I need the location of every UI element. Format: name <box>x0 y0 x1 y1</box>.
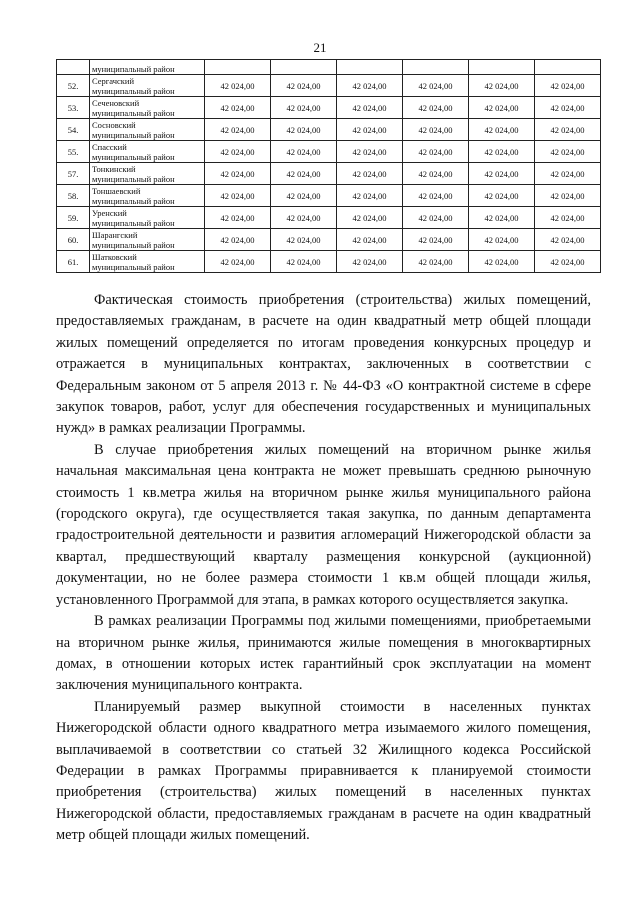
district-name-line: Сосновский <box>92 119 136 130</box>
value-cell: 42 024,00 <box>205 75 271 97</box>
value-cell: 42 024,00 <box>403 75 469 97</box>
paragraph: В случае приобретения жилых помещений на вторичном рынке жилья начальная максимальная цена контракта не может превышать среднюю рыночную стоимость 1 кв.метра жилья на вторичном рынке жилья муниципального района (городского округа), где осуществляется такая закупка, по данным департамента градостроительной деятельности и развития агломераций Нижегородской области за квартал, предшествующий кварталу размещения конкурсной (аукционной) документации, но не более размера стоимости 1 кв.м общей площади жилья, установленного Программой для этапа, в рамках которого осуществляется закупка. <box>56 441 591 608</box>
value-cell: 42 024,00 <box>469 141 535 163</box>
district-type-line: муниципальный район <box>92 85 175 96</box>
value-cell: 42 024,00 <box>271 141 337 163</box>
value-cell: 42 024,00 <box>205 97 271 119</box>
value-cell: 42 024,00 <box>535 119 601 141</box>
value-cell: 42 024,00 <box>205 185 271 207</box>
table-row <box>57 163 601 185</box>
table-row <box>57 75 601 97</box>
value-cell: 42 024,00 <box>271 185 337 207</box>
district-name-line: Сергачский <box>92 75 134 86</box>
table-row <box>57 229 601 251</box>
row-number-cell: 54. <box>57 119 90 141</box>
row-number-cell: 52. <box>57 75 90 97</box>
district-name-cell <box>90 185 205 207</box>
row-number-cell: 57. <box>57 163 90 185</box>
paragraph: В рамках реализации Программы под жилыми помещениями, приобретаемыми на вторичном рынке жилья, принимаются жилые помещения в многоквартирных домах, в отношении которых истек гарантийный срок эксплуатации на момент заключения муниципального контракта. <box>56 613 591 694</box>
paragraph: Фактическая стоимость приобретения (строительства) жилых помещений, предоставляемых гражданам, в расчете на один квадратный метр общей площади жилых помещений определяется по итогам проведения конкурсных процедур и отражается в муниципальных контрактах, заключенных в соответствии с Федеральным законом от 5 апреля 2013 г. № 44-ФЗ «О контрактной системе в сфере закупок товаров, работ, услуг для обеспечения государственных и муниципальных нужд» в рамках реализации Программы. <box>56 292 591 437</box>
value-cell: 42 024,00 <box>271 207 337 229</box>
value-cell: 42 024,00 <box>337 141 403 163</box>
value-cell: 42 024,00 <box>469 251 535 273</box>
value-cell <box>403 60 469 75</box>
value-cell: 42 024,00 <box>469 97 535 119</box>
value-cell: 42 024,00 <box>403 207 469 229</box>
value-cell: 42 024,00 <box>535 141 601 163</box>
value-cell <box>337 60 403 75</box>
district-name-cell <box>90 141 205 163</box>
value-cell: 42 024,00 <box>403 119 469 141</box>
district-type-line: муниципальный район <box>92 173 175 184</box>
value-cell: 42 024,00 <box>205 229 271 251</box>
value-cell: 42 024,00 <box>337 119 403 141</box>
district-type-line: муниципальный район <box>92 217 175 228</box>
value-cell: 42 024,00 <box>337 163 403 185</box>
value-cell: 42 024,00 <box>205 207 271 229</box>
value-cell <box>205 60 271 75</box>
row-number-cell: 59. <box>57 207 90 229</box>
value-cell: 42 024,00 <box>403 141 469 163</box>
value-cell: 42 024,00 <box>271 229 337 251</box>
cost-table-container <box>56 59 585 273</box>
value-cell: 42 024,00 <box>535 251 601 273</box>
value-cell: 42 024,00 <box>535 75 601 97</box>
district-type-line: муниципальный район <box>92 129 175 140</box>
district-name-line: Шатковский <box>92 251 137 262</box>
table-row <box>57 185 601 207</box>
value-cell <box>469 60 535 75</box>
value-cell: 42 024,00 <box>205 251 271 273</box>
value-cell: 42 024,00 <box>205 163 271 185</box>
district-name-cell <box>90 163 205 185</box>
district-name-line: Уренский <box>92 207 127 218</box>
body-text <box>56 290 591 847</box>
district-name-cell: муниципальный район <box>90 60 205 75</box>
value-cell: 42 024,00 <box>469 207 535 229</box>
value-cell: 42 024,00 <box>337 207 403 229</box>
value-cell: 42 024,00 <box>469 229 535 251</box>
value-cell: 42 024,00 <box>535 163 601 185</box>
value-cell: 42 024,00 <box>337 97 403 119</box>
paragraph: Планируемый размер выкупной стоимости в населенных пунктах Нижегородской области одного квадратного метра изымаемого жилого помещения, выплачиваемой в соответствии со статьей 32 Жилищного кодекса Российской Федерации в рамках Программы приравнивается к планируемой стоимости приобретения (строительства) жилых помещений в населенных пунктах Нижегородской области, предоставляемых гражданам в расчете на один квадратный метр общей площади жилых помещений. <box>56 698 591 844</box>
page-number: 21 <box>313 40 327 55</box>
district-type-line: муниципальный район <box>92 239 175 250</box>
district-type-line: муниципальный район <box>92 107 175 118</box>
district-name-cell <box>90 119 205 141</box>
value-cell <box>271 60 337 75</box>
value-cell: 42 024,00 <box>403 251 469 273</box>
value-cell: 42 024,00 <box>337 229 403 251</box>
value-cell: 42 024,00 <box>271 163 337 185</box>
table-row <box>57 97 601 119</box>
row-number-cell <box>57 60 90 75</box>
value-cell: 42 024,00 <box>403 97 469 119</box>
row-number-cell: 53. <box>57 97 90 119</box>
table-row <box>57 119 601 141</box>
value-cell: 42 024,00 <box>535 229 601 251</box>
district-name-line: Спасский <box>92 141 127 152</box>
district-name-line: Шарангский <box>92 229 138 240</box>
cost-table <box>56 59 601 273</box>
value-cell: 42 024,00 <box>403 229 469 251</box>
value-cell: 42 024,00 <box>535 207 601 229</box>
value-cell: 42 024,00 <box>337 251 403 273</box>
row-number-cell: 58. <box>57 185 90 207</box>
value-cell: 42 024,00 <box>337 185 403 207</box>
district-name-line: Тонкинский <box>92 163 136 174</box>
value-cell: 42 024,00 <box>469 185 535 207</box>
district-type-line: муниципальный район <box>92 151 175 162</box>
district-name-cell <box>90 75 205 97</box>
district-name-cell <box>90 97 205 119</box>
district-name-cell <box>90 207 205 229</box>
value-cell: 42 024,00 <box>271 75 337 97</box>
value-cell: 42 024,00 <box>271 251 337 273</box>
row-number-cell: 60. <box>57 229 90 251</box>
value-cell <box>535 60 601 75</box>
value-cell: 42 024,00 <box>205 141 271 163</box>
value-cell: 42 024,00 <box>535 185 601 207</box>
table-row <box>57 141 601 163</box>
table-row <box>57 251 601 273</box>
table-row <box>57 60 601 75</box>
value-cell: 42 024,00 <box>469 163 535 185</box>
district-name-line: Тоншаевский <box>92 185 141 196</box>
table-row <box>57 207 601 229</box>
value-cell: 42 024,00 <box>403 163 469 185</box>
row-number-cell: 61. <box>57 251 90 273</box>
value-cell: 42 024,00 <box>337 75 403 97</box>
district-type-line: муниципальный район <box>92 195 175 206</box>
cost-table-body <box>57 60 601 273</box>
value-cell: 42 024,00 <box>469 75 535 97</box>
district-type-line: муниципальный район <box>92 261 175 272</box>
row-number-cell: 55. <box>57 141 90 163</box>
value-cell: 42 024,00 <box>271 97 337 119</box>
district-name-cell <box>90 229 205 251</box>
district-name-line: Сеченовский <box>92 97 140 108</box>
district-name-cell <box>90 251 205 273</box>
value-cell: 42 024,00 <box>271 119 337 141</box>
value-cell: 42 024,00 <box>469 119 535 141</box>
value-cell: 42 024,00 <box>535 97 601 119</box>
value-cell: 42 024,00 <box>205 119 271 141</box>
value-cell: 42 024,00 <box>403 185 469 207</box>
